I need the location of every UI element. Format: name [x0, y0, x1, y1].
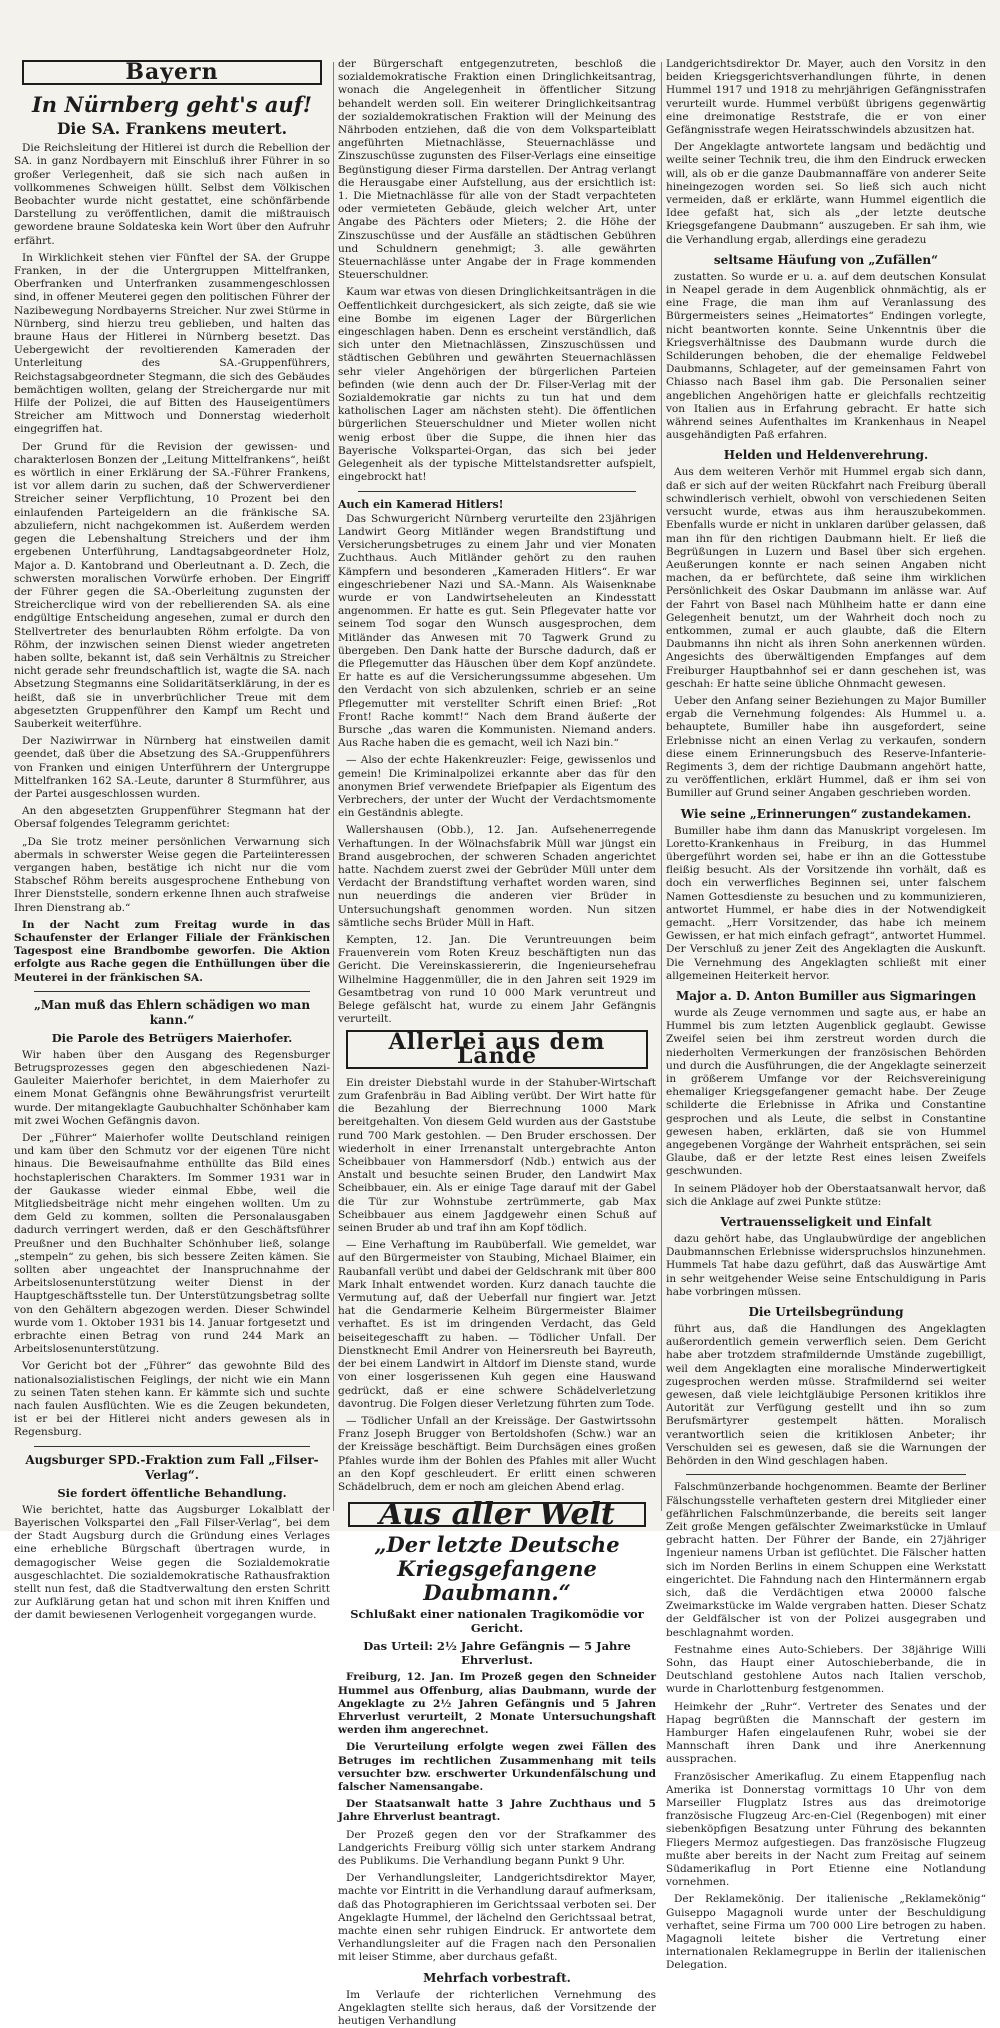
- divider: [34, 1446, 310, 1447]
- subhead-zufaelle: seltsame Häufung von „Zufällen“: [713, 252, 939, 267]
- article-paragraph: Der Naziwirrwar in Nürnberg hat einstweilen damit geendet, daß über die Absetzung des SA.-Gruppenführers von Franken und einigen Unterführern der Untergruppe Mittelfranken 162 SA.-Leute, darunter 8 Sturmführer, aus der Partei ausgeschlossen wurden.: [14, 735, 330, 800]
- subhead-vorbestraft: Mehrfach vorbestraft.: [423, 1970, 571, 1985]
- article-paragraph: Die Reichsleitung der Hitlerei ist durch die Rebellion der SA. in ganz Nordbayern mit Einschluß ihrer Führer in so großer Verlegenheit, daß sie sich nach außen in vollkommenes Schweigen hüllt. Selbst dem Völkischen Beobachter wurde nicht gestattet, eine schönfärbende Darstellung zu veröffentlichen, damit die mißtrauisch gewordene braune Soldateska kein Wort über den Aufruhr erfährt.: [14, 142, 330, 247]
- article-paragraph: Der Verhandlungsleiter, Landgerichtsdirektor Mayer, machte vor Eintritt in die Verhandlung darauf aufmerksam, daß das Photographieren im Gerichtssaal verboten sei. Der Angeklagte Hummel, der lächelnd den Gerichtssaal betrat, machte einen sehr ruhigen Eindruck. Er antwortete dem Verhandlungsleiter auf die Fragen nach den Personalien mit leiser Stimme, aber durchaus gefaßt.: [338, 1872, 656, 1964]
- article-paragraph: Der Reklamekönig. Der italienische „Reklamekönig“ Guiseppo Magagnoli wurde unter der Beschuldigung verhaftet, seine Firma um 700 000 Lire betrogen zu haben. Magagnoli leitete bisher die Vertretung einer internationalen Reklamegruppe in Berlin der italienischen Delegation.: [666, 1893, 986, 1972]
- article-paragraph: Wallershausen (Obb.), 12. Jan. Aufsehenerregende Verhaftungen. In der Wölnachsfabrik Müll war jüngst ein Brand ausgebrochen, der schweren Schaden angerichtet hatte. Nachdem zuerst zwei der Gebrüder Müll unter dem Verdacht der Brandstiftung verhaftet worden waren, sind nun neuerdings die anderen vier Brüder in Untersuchungshaft genommen worden. Nun sitzen sämtliche sechs Brüder Müll in Haft.: [338, 824, 656, 929]
- article-paragraph: Das Schwurgericht Nürnberg verurteilte den 23jährigen Landwirt Georg Mitländer wegen Brandstiftung und Versicherungsbetruges zu einem Jahr und vier Monaten Zuchthaus. Auch Mitländer gehört zu den rauhen Kämpfern und besonderen „Kameraden Hitlers“. Er war eingeschriebener Nazi und SA.-Mann. Als Waisenknabe wurde er von Landwirtseheleuten an Kindesstatt angenommen. Er hatte es gut. Sein Pflegevater hatte vor seinem Tod sogar den Wunsch ausgesprochen, dem Mitländer das Anwesen mit 70 Tagwerk Grund zu übergeben. Den Dank hatte der Bursche dadurch, daß er die Pflegemutter das Häuschen über dem Kopf anzündete. Er hatte es auf die Versicherungssumme abgesehen. Um den Verdacht von sich abzulenken, schrieb er an seine Pflegemutter mit verstellter Schrift einen Brief: „Rot Front! Rache kommt!“ Nach dem Brand äußerte der Bursche „das waren die Kommunisten. Niemand anders. Aus Rache haben die es gemacht, weil ich Nazi bin.“: [338, 512, 656, 750]
- divider: [358, 491, 636, 492]
- subheadline-maierhofer: Die Parole des Betrügers Maierhofer.: [51, 1030, 293, 1045]
- article-paragraph: Der „Führer“ Maierhofer wollte Deutschland reinigen und kam über den Schmutz vor der eigenen Türe nicht hinaus. Die Beweisaufnahme enthüllte das Bild eines hochstaplerischen Charakters. Im Sommer 1931 war in der Gaukasse wieder einmal Ebbe, weil die Mitgliedsbeiträge nicht mehr eingehen wollten. Um zu dem Geld zu kommen, sollten die Personalausgaben dadurch verringert werden, daß er den Geschäftsführer Preußner und den Buchhalter Schönhuber ließ, solange „stempeln“ zu gehen, bis sich bessere Zeiten kämen. Sie sollten aber ungeachtet der Inanspruchnahme der Arbeitslosenunterstützung weiter Dienst in der Hauptgeschäftsstelle tun. Der Unterstützungsbetrag sollte von den Gehältern abgezogen werden. Dieser Schwindel wurde vom 1. Oktober 1931 bis 14. Januar fortgesetzt und erbrachte einen Betrag von rund 244 Mark an Arbeitslosenunterstützung.: [14, 1132, 330, 1356]
- article-paragraph: Heimkehr der „Ruhr“. Vertreter des Senates und der Hapag begrüßten die Mannschaft der gestern im Hamburger Hafen eingelaufenen Ruhr, wobei sie der Mannschaft ihren Dank und ihre Anerkennung aussprachen.: [666, 1700, 986, 1766]
- subheadline-sa-frankens: Die SA. Frankens meutert.: [56, 119, 288, 139]
- headline-daubmann: „Der letzte Deutsche Kriegsgefangene Daubmann.“: [374, 1532, 620, 1606]
- divider: [686, 1474, 966, 1475]
- headline-kamerad: Auch ein Kamerad Hitlers!: [338, 497, 504, 511]
- article-paragraph: — Also der echte Hakenkreuzler: Feige, gewissenlos und gemein! Die Kriminalpolizei erkannte aber das für den anonymen Brief verwendete Briefpapier als Eigentum des Verbrechers, der unter der Wucht der Verdachtsmomente ein Geständnis ablegte.: [338, 754, 656, 820]
- article-paragraph: Ueber den Anfang seiner Beziehungen zu Major Bumiller ergab die Vernehmung folgendes: Als Hummel u. a. behauptete, Bumiller habe ihn ausgefordert, seine Erlebnisse nicht an einen Verlag zu verkaufen, sondern diese einem Erinnerungsbuch des Reserve-Infanterie-Regiments 3, dem der richtige Daubmann angehört hatte, zu veröffentlichen, erklärt Hummel, daß er ihm sei von Bumiller auf Grund seiner Angaben geschrieben worden.: [666, 694, 986, 800]
- article-paragraph: Landgerichtsdirektor Dr. Mayer, auch den Vorsitz in den beiden Kriegsgerichtsverhandlungen führte, in denen Hummel 1917 und 1918 zu mehrjährigen Gefängnisstrafen verurteilt wurde. Hummel verbüßt übrigens gegenwärtig eine dreimonatige Reststrafe, die er von einer Gefängnisstrafe wegen Heiratsschwindels abzusitzen hat.: [666, 58, 986, 137]
- subhead-vertrauen: Vertrauensseligkeit und Einfalt: [720, 1215, 932, 1230]
- article-paragraph: Bumiller habe ihm dann das Manuskript vorgelesen. Im Loretto-Krankenhaus in Freiburg, in das Hummel übergeführt worden sei, habe er ihn an die Gottesstube fleißig besucht. Als der Vorsitzende ihn vorhält, daß es doch ein verwerfliches Beginnen sei, unter falschem Namen Gottesdienste zu besuchen und zu kommunizieren, antwortet Hummel, er habe dies in der Notwendigkeit gemacht. „Herr Vorsitzender, das habe ich meinem Gewissen, er hat mich einfach gefragt“, antwortet Hummel. Der Verschluß zu jener Zeit des Angeklagten die Auskunft. Die Vernehmung des Angeklagten schließt mit einer allgemeinen Heiterkeit hervor.: [666, 824, 986, 982]
- article-paragraph: Der Prozeß gegen den vor der Strafkammer des Landgerichts Freiburg völlig sich unter starkem Andrang des Publikums. Die Verhandlung begann Punkt 9 Uhr.: [338, 1828, 656, 1867]
- article-paragraph: Kaum war etwas von diesen Dringlichkeitsanträgen in die Oeffentlichkeit durchgesickert, als sich zeigte, daß sie wie eine Bombe im eigenen Lager der Bürgerlichen eingeschlagen haben. Denn es erscheint verständlich, daß sich unter den Mietnachlässen, Zinszuschüssen und städtischen Gebühren und gewährten Steuernachlässen sehr vieler Angehörigen der bürgerlichen Parteien befinden (wie denn auch der Dr. Filser-Verlag mit der Sozialdemokratie gar nichts zu tun hat und dem katholischen Lager am nächsten steht). Die öffentlichen bürgerlichen Steuerschuldner und Mieter wollen nicht wenig erbost über die Suppe, die ihnen hier das Bayerische Volkspartei-Organ, das sich bei jeder Gelegenheit als der typische Mittelstandsretter aufspielt, eingebrockt hat!: [338, 286, 656, 484]
- column-middle: [338, 58, 656, 2027]
- article-paragraph: Aus dem weiteren Verhör mit Hummel ergab sich dann, daß er sich auf der weiten Rückfahrt nach Freiburg überall schwindlerisch verhielt, obwohl von verschiedenen Seiten versucht wurde, etwas aus ihm herauszubekommen. Ebenfalls wurde er nicht in unklaren darüber gelassen, daß man ihn für den richtigen Daubmann hielt. Er ließ die Begrüßungen in Luzern und Basel über sich ergehen. Aeußerungen konnte er nach seinen Angaben nicht machen, da er befürchtete, daß seine ihm wirklichen Persönlichkeit des Oskar Daubmann im anlässe war. Auf der Fahrt von Basel nach Mühlheim hatte er dann eine Gelegenheit benutzt, um der Wahrheit doch noch zu entkommen, zumal er auch glaubte, daß die Eltern Daubmanns ihn nicht als ihren Sohn anerkennen würden. Angesichts des überwältigenden Empfanges auf dem Freiburger Hauptbahnhof sei er dann geschehen ist, was geschah: Er hatte seine übliche Ohnmacht gewesen.: [666, 466, 986, 690]
- article-paragraph: Wie berichtet, hatte das Augsburger Lokalblatt der Bayerischen Volkspartei den „Fall Filser-Verlag“, bei dem der Stadt Augsburg durch die Gründung eines Verlages eine erhebliche Bürgschaft übertragen wurde, in demagogischer Weise gegen die Sozialdemokratie ausgeschlachtet. Die sozialdemokratische Rathausfraktion stellt nun fest, daß die Stadtverwaltung den ersten Schritt zur Aufklärung getan hat und schon mit ihren Kniffen und der damit bewiesenen Verlogenheit vorgegangen wurde.: [14, 1503, 330, 1622]
- subhead-bumiller: Major a. D. Anton Bumiller aus Sigmaringen: [675, 989, 977, 1003]
- article-paragraph: — Eine Verhaftung im Raubüberfall. Wie gemeldet, war auf den Bürgermeister von Staubing, Michael Blaimer, ein Raubanfall verübt und dabei der Geldschrank mit über 800 Mark Inhalt entwendet worden. Kurz danach tauchte die Vermutung auf, daß der Ueberfall nur fingiert war. Jetzt hat die Gendarmerie Kelheim Bürgermeister Blaimer verhaftet. Es ist im dringenden Verdacht, das Geld beiseitegeschafft zu haben. — Tödlicher Unfall. Der Dienstknecht Emil Andrer von Heinersreuth bei Bayreuth, der bei einem Landwirt in Altdorf im Dienste stand, wurde von einer losgerissenen Kuh gegen eine Hauswand gedrückt, daß er eine schwere Schädelverletzung davontrug. Die Folgen dieser Verletzung führten zum Tode.: [338, 1239, 656, 1410]
- article-paragraph: Falschmünzerbande hochgenommen. Beamte der Berliner Fälschungsstelle verhafteten gestern drei Mitglieder einer gefährlichen Falschmünzerbande, die bereits seit langer Zeit große Mengen gefälschter Zweimarkstücke in Umlauf gebracht hatten. Der Führer der Bande, ein 27jähriger Ingenieur namens Urban ist geflüchtet. Die Fälscher hatten sich im Norden Berlins in einem Schuppen eine Werkstatt eingerichtet. Die Fahndung nach den Hintermännern ergab sich, daß die Verdächtigen etwa 20000 falsche Zweimarkstücke im Walde vergraben hatten. Dieser Schatz der Geldfälscher ist von der Polizei ausgegraben und beschlagnahmt worden.: [666, 1481, 986, 1639]
- section-heading-bayern: Bayern: [22, 60, 322, 85]
- subhead-urteilsbegruendung: Die Urteilsbegründung: [748, 1305, 904, 1320]
- subhead-erinnerungen: Wie seine „Erinnerungen“ zustandekamen.: [680, 806, 972, 821]
- article-paragraph: Der Grund für die Revision der gewissen- und charakterlosen Bonzen der „Leitung Mittelfrankens“, heißt es wörtlich in einer Erklärung der SA.-Führer Frankens, ist vor allem darin zu suchen, daß der Schwerverdiener Streicher seiner Verpflichtung, 10 Prozent bei den einlaufenden Parteigeldern an die fränkische SA. abzuliefern, nicht nachgekommen ist. Außerdem werden gegen die Lebenshaltung Streichers und der ihm ergebenen Unterführung, Landtagsabgeordneter Holz, Major a. D. Kantobrand und Oberleutnant a. D. Zech, die schwersten moralischen Vorwürfe erhoben. Der Eingriff der Führer gegen die SA.-Oberleitung zugunsten der Streicherclique wird von der rebellierenden SA. als eine endgültige Entscheidung angesehen, zumal er durch den Stellvertreter des benurlaubten Röhm erfolgte. Da von Röhm, der inzwischen seinen Dienst wieder angetreten haben sollte, bekannt ist, daß sein Verhältnis zu Streicher nicht gerade sehr freundschaftlich ist, wagte die SA. nach Absetzung Stegmanns eine Solidaritätserklärung, in der es heißt, daß sie in unverbrüchlicher Treue mit dem abgesetzten Gruppenführer den Kampf um Recht und Sauberkeit weiterführe.: [14, 440, 330, 730]
- subheadline-augsburg: Sie fordert öffentliche Behandlung.: [57, 1485, 287, 1500]
- article-paragraph: Vor Gericht bot der „Führer“ das gewohnte Bild des nationalsozialistischen Feiglings, der nicht wie ein Mann zu seinen Taten stehen kann. Er kämmte sich und suchte nach faulen Ausflüchten. Wie es die Zeugen bekundeten, ist er bei der Hitlerei nicht anders gewesen als in Regensburg.: [14, 1360, 330, 1439]
- article-paragraph: In seinem Plädoyer hob der Oberstaatsanwalt hervor, daß sich die Anklage auf zwei Punkte stütze:: [666, 1182, 986, 1208]
- article-paragraph: In der Nacht zum Freitag wurde in das Schaufenster der Erlanger Filiale der Fränkischen Tagespost eine Brandbombe geworfen. Die Aktion erfolgte aus Rache gegen die Enthüllungen über die Meuterei in der fränkischen SA.: [14, 918, 330, 984]
- column-right: [666, 58, 986, 1972]
- article-paragraph: Ein dreister Diebstahl wurde in der Stahuber-Wirtschaft zum Grafenbräu in Bad Aibling verübt. Der Wirt hatte für die Bezahlung der Bierrechnung 1000 Mark bereitgehalten. Von diesem Geld wurden aus der Gaststube rund 700 Mark gestohlen. — Den Bruder erschossen. Der wiederholt in einer Irrenanstalt untergebrachte Anton Scheibbauer von Hammersdorf (Ndb.) entwich aus der Anstalt und besuchte seinen Bruder, den Landwirt Max Scheibbauer, ein. Als er einige Tage darauf mit der Gabel die Tür zur Wohnstube zertrümmerte, gab Max Scheibbauer aus einem Jagdgewehr einen Schuß auf seinen Bruder ab und traf ihn am Kopf tödlich.: [338, 1076, 656, 1235]
- article-paragraph: Der Staatsanwalt hatte 3 Jahre Zuchthaus und 5 Jahre Ehrverlust beantragt.: [338, 1798, 656, 1824]
- divider: [34, 991, 310, 992]
- article-paragraph: Festnahme eines Auto-Schiebers. Der 38jährige Willi Sohn, das Haupt einer Autoschieberbande, die in Deutschland gestohlene Autos nach Italien verschob, wurde in Charlottenburg festgenommen.: [666, 1643, 986, 1696]
- headline-augsburg: Augsburger SPD.-Fraktion zum Fall „Filser-Verlag“.: [25, 1452, 319, 1482]
- article-paragraph: der Bürgerschaft entgegenzutreten, beschloß die sozialdemokratische Fraktion einen Dringlichkeitsantrag, wonach die Angelegenheit in öffentlicher Sitzung behandelt werden soll. Ein weiterer Dringlichkeitsantrag der sozialdemokratischen Fraktion will der Meinung des Nährboden entziehen, daß die von dem Volksparteiblatt angeführten Mietnachlässe, Steuernachlässe und Zinszuschüsse zugunsten des Filser-Verlags eine einseitige Begünstigung dieser Firma darstellen. Der Antrag verlangt die Herausgabe einer Aufstellung, aus der ersichtlich ist: 1. Die Mietnachlässe für alle von der Stadt verpachteten oder vermieteten Gebäude, gleich welcher Art, unter Angabe des Pächters oder Mieters; 2. die Höhe der Zinszuschüsse und der Ausfälle an städtischen Gebühren und Schuldnern genehmigt; 3. alle gewährten Steuernachlässe unter Angabe der in Frage kommenden Steuerschuldner.: [338, 58, 656, 282]
- article-paragraph: Im Verlaufe der richterlichen Vernehmung des Angeklagten stellte sich heraus, daß der Vorsitzende der heutigen Verhandlung: [338, 1988, 656, 2027]
- article-paragraph: Kempten, 12. Jan. Die Veruntreuungen beim Frauenverein vom Roten Kreuz beschäftigten nun das Gericht. Die Vereinskassiererin, die Ingenieursehefrau Wilhelmine Haggenmüller, die in den Jahren seit 1929 im Gesamtbetrag von rund 10 000 Mark veruntreut und Belege gefälscht hat, wurde zu einem Jahr Gefängnis verurteilt.: [338, 934, 656, 1026]
- column-rule: [333, 62, 334, 1511]
- subheadline-daubmann: Schlußakt einer nationalen Tragikomödie vor Gericht.: [350, 1607, 644, 1636]
- section-heading-lande: Allerlei aus dem Lande: [346, 1030, 648, 1068]
- article-paragraph: Der Angeklagte antwortete langsam und bedächtig und weilte seiner Technik treu, die ihm den Eindruck erwecken will, als ob er die ganze Daubmannaffäre von anderer Seite hineingezogen worden sei. So ließ sich auch nicht vermeiden, daß er erklärte, wann Hummel eigentlich die Idee gefaßt hat, sich als „der letzte deutsche Kriegsgefangene Daubmann“ auszugeben. Er sah ihm, wie die Verhandlung ergab, allerdings eine geradezu: [666, 141, 986, 246]
- subhead-helden: Helden und Heldenverehrung.: [723, 448, 929, 463]
- article-paragraph: zustatten. So wurde er u. a. auf dem deutschen Konsulat in Neapel gerade in dem Augenblick ohnmächtig, als er eine Frage, die man ihm auf Veranlassung des Bürgermeisters seines „Heimatortes“ Endingen vorlegte, nicht beantworten konnte. Seine Unkenntnis über die Kriegsverhältnisse des Daubmann wurde durch die Schilderungen behoben, die der ehemalige Feldwebel Daubmanns, Schlageter, auf der gemeinsamen Fahrt von Chiasso nach Basel ihm gab. Die Personalien seiner angeblichen Angehörigen hatte er gleichfalls rechtzeitig von Italien aus in Erfahrung gebracht. Er hatte sich während seines Aufenthaltes im Krankenhaus in Neapel ausgehändigten Paß erfahren.: [666, 270, 986, 442]
- section-heading-welt: Aus aller Welt: [348, 1502, 646, 1527]
- article-paragraph: führt aus, daß die Handlungen des Angeklagten außerordentlich gemein verwerflich seien. Dem Gericht habe aber trotzdem strafmildernde Umstände zugebilligt, weil dem Angeklagten eine moralische Minderwertigkeit zugesprochen werden müsse. Strafmildernd sei weiter gewesen, daß viele leichtgläubige Personen kritiklos ihre Autorität zur Verfügung gestellt und ihn so zum Berufsmärtyrer gestempelt hätten. Moralisch verantwortlich seien die kritiklosen Anbeter; ihr Verschulden sei es gewesen, daß sie die Warnungen der Behörden in den Wind geschlagen haben.: [666, 1323, 986, 1468]
- article-paragraph: wurde als Zeuge vernommen und sagte aus, er habe an Hummel bis zum letzten Augenblick geglaubt. Gewisse Zweifel seien bei ihm zerstreut worden durch die niederholten Vermerkungen der französischen Behörden und durch die Ausführungen, die der Angeklagte seinerzeit in größerem Umfange vor der Reichsvereinigung ehemaliger Kriegsgefangener gemacht habe. Der Zeuge schilderte die Erlebnisse in Afrika und Constantine gesprochen und als Leute, die selbst in Constantine gewesen haben, erklärten, daß sie von Hummel angegebenen Vorgänge der Wahrheit entsprächen, sei sein Glaube, daß er der letzte Rest eines leisen Zweifels geschwunden.: [666, 1007, 986, 1178]
- article-paragraph: Französischer Amerikaflug. Zu einem Etappenflug nach Amerika ist Donnerstag vormittags 10 Uhr von dem Marseiller Flugplatz Istres aus das dreimotorige französische Flugzeug Arc-en-Ciel (Regenbogen) mit einer siebenköpfigen Besatzung unter Führung des bekannten Fliegers Mermoz aufgestiegen. Das französische Flugzeug mußte aber bereits in der Nacht zum Freitag auf seinem Südamerikaflug in Port Etienne eine Notlandung vornehmen.: [666, 1770, 986, 1889]
- article-paragraph: In Wirklichkeit stehen vier Fünftel der SA. der Gruppe Franken, in der die Untergruppen Mittelfranken, Oberfranken und Unterfranken zusammengeschlossen sind, in offener Meuterei gegen den politischen Führer der Nazibewegung Nordbayerns Streicher. Nur zwei Stürme in Nürnberg, sind hierzu treu geblieben, und halten das braune Haus der Hitlerei in Nürnberg besetzt. Das Uebergewicht der revoltierenden Kameraden der Unterleitung des SA.-Gruppenführers, Reichstagsabgeordneter Stegmann, die sich des Gebäudes bemächtigen wollten, gelang der Streichergarde nur mit Hilfe der Polizei, die auf Bitten des Hauseigentümers Streicher am Mittwoch und Donnerstag wiederholt eingegriffen hat.: [14, 251, 330, 436]
- article-paragraph: Wir haben über den Ausgang des Regensburger Betrugsprozesses gegen den abgeschiedenen Nazi-Gauleiter Maierhofer berichtet, in dem Maierhofer zu einem Monat Gefängnis ohne Bewährungsfrist verurteilt wurde. Der mitangeklagte Gaubuchhalter Schönhaber kam mit zwei Wochen Gefängnis davon.: [14, 1048, 330, 1127]
- column-left: [14, 58, 330, 1622]
- article-paragraph: Freiburg, 12. Jan. Im Prozeß gegen den Schneider Hummel aus Offenburg, alias Daubmann, wurde der Angeklagte zu 2½ Jahren Gefängnis und 5 Jahren Ehrverlust verurteilt, 2 Monate Untersuchungshaft werden ihm angerechnet.: [338, 1671, 656, 1737]
- article-paragraph: Die Verurteilung erfolgte wegen zwei Fällen des Betruges im rechtlichen Zusammenhang mit teils versuchter bzw. erschwerter Urkundenfälschung und falscher Namensangabe.: [338, 1741, 656, 1793]
- column-rule: [661, 62, 662, 1511]
- article-paragraph: An den abgesetzten Gruppenführer Stegmann hat der Obersaf folgendes Telegramm gerichtet:: [14, 805, 330, 831]
- article-paragraph: dazu gehört habe, das Unglaubwürdige der angeblichen Daubmannschen Erlebnisse widerspruchslos hinzunehmen. Hummels Tat habe dazu geführt, daß das Auswärtige Amt in sehr weitgehender Weise seine Entschuldigung in Paris habe vorbringen müssen.: [666, 1233, 986, 1298]
- headline-nuernberg: In Nürnberg geht's auf!: [31, 92, 312, 118]
- subheadline-urteil: Das Urteil: 2½ Jahre Gefängnis — 5 Jahre Ehrverlust.: [363, 1639, 631, 1668]
- article-paragraph: „Da Sie trotz meiner persönlichen Verwarnung sich abermals in schwerster Weise gegen die Parteiinteressen vergangen haben, bestätige ich nicht nur die vom Stabschef Röhm bereits ausgesprochene Enthebung von Ihrer Dienststelle, sondern erkenne Ihnen auch strafweise Ihren Dienstrang ab.“: [14, 835, 330, 914]
- headline-maierhofer: „Man muß das Ehlern schädigen wo man kann.“: [33, 997, 311, 1027]
- article-paragraph: — Tödlicher Unfall an der Kreissäge. Der Gastwirtssohn Franz Joseph Brugger von Bertoldshofen (Schw.) war an der Kreissäge beschäftigt. Beim Durchsägen eines großen Pfahles wurde ihm der Bohlen des Pfahles mit aller Wucht an den Kopf geschleudert. Er erlitt einen schweren Schädelbruch, dem er noch am gleichen Abend erlag.: [338, 1414, 656, 1493]
